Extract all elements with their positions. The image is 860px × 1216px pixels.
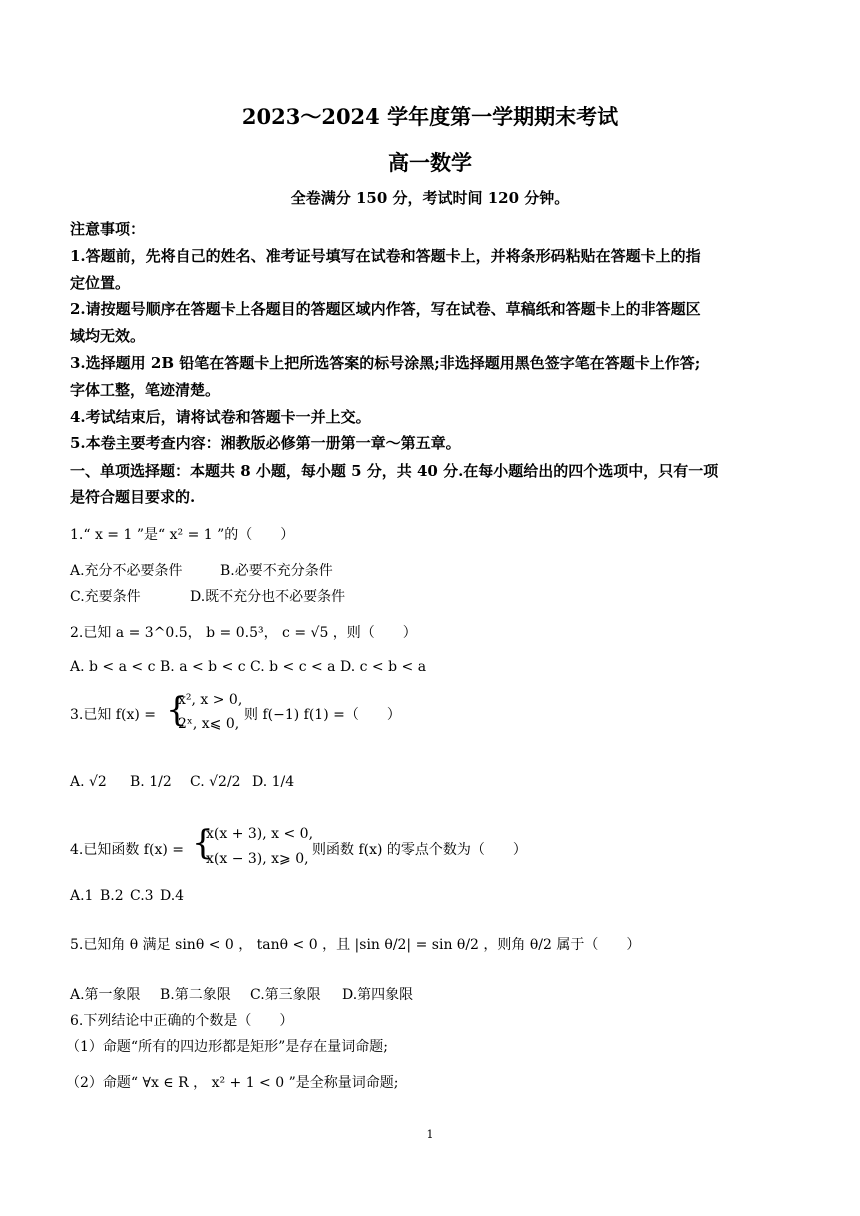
question-2-option-c: C. b < c < a <box>250 659 336 675</box>
question-3-option-b: B. 1/2 <box>130 774 172 790</box>
question-1-stem: 1.“ x = 1 ”是“ x² = 1 ”的（ ） <box>70 527 295 543</box>
question-4-case-2: x(x − 3), x⩾ 0, <box>206 851 309 867</box>
question-5-option-d: D.第四象限 <box>342 987 414 1003</box>
question-4-stem-prefix: 4.已知函数 f(x) = <box>70 842 184 858</box>
brace-icon: { <box>192 823 214 863</box>
question-4-stem-suffix: 则函数 f(x) 的零点个数为（ ） <box>312 842 527 858</box>
question-3-stem-prefix: 3.已知 f(x) = <box>70 707 156 723</box>
question-2-stem: 2.已知 a = 3^0.5， b = 0.5³， c = √5 ，则（ ） <box>70 625 417 641</box>
question-4-option-b: B.2 <box>100 888 124 904</box>
notes-heading: 注意事项： <box>70 220 146 238</box>
note-line: 2.请按题号顺序在答题卡上各题目的答题区域内作答，写在试卷、草稿纸和答题卡上的非答题区 <box>70 300 701 318</box>
question-1-option-b: B.必要不充分条件 <box>220 563 333 579</box>
note-line: 1.答题前，先将自己的姓名、准考证号填写在试卷和答题卡上，并将条形码粘贴在答题卡上的指 <box>70 247 701 265</box>
question-2-option-a: A. b < a < c <box>70 659 156 675</box>
note-line: 4.考试结束后，请将试卷和答题卡一并上交。 <box>70 408 371 426</box>
page-number: 1 <box>426 1128 434 1141</box>
question-3-case-2: 2ˣ, x⩽ 0, <box>178 716 240 732</box>
question-3-option-a: A. √2 <box>70 774 107 790</box>
question-5-stem: 5.已知角 θ 满足 sinθ < 0 ， tanθ < 0 ，且 |sin θ/2| = sin θ/2 ，则角 θ/2 属于（ ） <box>70 937 641 953</box>
question-5-option-a: A.第一象限 <box>70 987 141 1003</box>
question-6-item-1: （1）命题“所有的四边形都是矩形”是存在量词命题; <box>66 1039 388 1055</box>
question-3-option-c: C. √2/2 <box>190 774 241 790</box>
question-1-option-c: C.充要条件 <box>70 589 141 605</box>
question-1-option-d: D.既不充分也不必要条件 <box>190 589 346 605</box>
question-1-option-a: A.充分不必要条件 <box>70 563 183 579</box>
question-4-option-c: C.3 <box>130 888 154 904</box>
brace-icon: { <box>166 690 188 730</box>
section-heading: 一、单项选择题：本题共 8 小题，每小题 5 分，共 40 分.在每小题给出的四个选项中，只有一项 <box>70 462 719 480</box>
question-4-case-1: x(x + 3), x < 0, <box>206 826 314 842</box>
question-5-option-b: B.第二象限 <box>160 987 231 1003</box>
note-line: 域均无效。 <box>70 327 146 345</box>
question-3-option-d: D. 1/4 <box>252 774 295 790</box>
section-heading-cont: 是符合题目要求的. <box>70 488 196 506</box>
note-line: 5.本卷主要考查内容：湘教版必修第一册第一章～第五章。 <box>70 434 461 452</box>
question-2-option-d: D. c < b < a <box>340 659 427 675</box>
question-6-stem: 6.下列结论中正确的个数是（ ） <box>70 1013 294 1029</box>
exam-title: 2023～2024 学年度第一学期期末考试 <box>241 104 619 129</box>
exam-info: 全卷满分 150 分，考试时间 120 分钟。 <box>290 189 570 207</box>
question-3-case-1: x², x > 0, <box>178 692 243 708</box>
exam-subject: 高一数学 <box>388 150 472 175</box>
question-2-option-b: B. a < b < c <box>160 659 246 675</box>
note-line: 字体工整，笔迹清楚。 <box>70 381 221 399</box>
question-3-stem-suffix: 则 f(−1) f(1) =（ ） <box>244 707 401 723</box>
question-4-option-d: D.4 <box>160 888 185 904</box>
note-line: 3.选择题用 2B 铅笔在答题卡上把所选答案的标号涂黑;非选择题用黑色签字笔在答题卡上作答; <box>70 354 701 372</box>
note-line: 定位置。 <box>70 274 131 292</box>
question-6-item-2: （2）命题“ ∀x ∈ R ， x² + 1 < 0 ”是全称量词命题; <box>66 1075 399 1091</box>
question-5-option-c: C.第三象限 <box>250 987 321 1003</box>
question-4-option-a: A.1 <box>70 888 94 904</box>
